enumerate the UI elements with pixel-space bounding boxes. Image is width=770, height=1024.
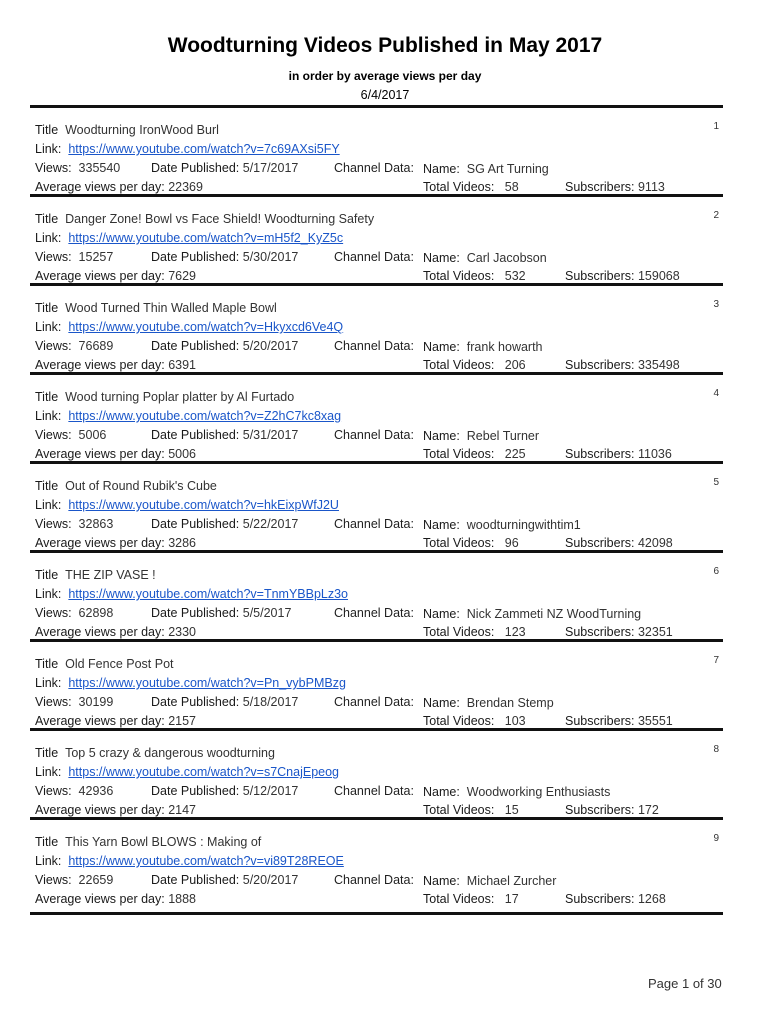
- channel-name-row: [423, 162, 549, 177]
- avg-row: [35, 180, 203, 195]
- subscribers-row: [565, 625, 673, 640]
- views-row: [35, 161, 120, 176]
- subscribers-row: [565, 180, 665, 195]
- subscribers-row: [565, 358, 680, 373]
- channel-data-label: Channel Data:: [334, 250, 414, 264]
- name-label: Name:: [423, 874, 460, 888]
- name-label: Name:: [423, 696, 460, 710]
- video-title: Out of Round Rubik's Cube: [65, 479, 217, 493]
- title-label: Title: [35, 212, 59, 226]
- avg-label: Average views per day:: [35, 803, 165, 817]
- subscribers-label: Subscribers:: [565, 714, 635, 728]
- date-row: [151, 250, 298, 265]
- divider: [30, 550, 723, 553]
- video-title: Old Fence Post Pot: [65, 657, 174, 671]
- total-videos-label: Total Videos:: [423, 180, 495, 194]
- subscribers-value: 11036: [637, 447, 672, 461]
- title-row: [35, 123, 219, 138]
- date-published-label: Date Published:: [151, 695, 240, 709]
- date-published-label: Date Published:: [151, 428, 240, 442]
- video-record: [30, 728, 723, 817]
- title-label: Title: [35, 835, 59, 849]
- video-record: [30, 283, 723, 372]
- link-label: Link:: [35, 498, 62, 512]
- total-videos-label: Total Videos:: [423, 625, 495, 639]
- video-title: Wood Turned Thin Walled Maple Bowl: [65, 301, 277, 315]
- subscribers-row: [565, 447, 672, 462]
- title-label: Title: [35, 479, 59, 493]
- title-label: Title: [35, 301, 59, 315]
- link-label: Link:: [35, 676, 62, 690]
- channel-name-row: [423, 518, 581, 533]
- subscribers-row: [565, 269, 680, 284]
- subscribers-value: 335498: [637, 358, 680, 372]
- link-row: [35, 676, 346, 691]
- views-value: 32863: [78, 517, 114, 531]
- date-published-value: 5/20/2017: [242, 339, 299, 353]
- name-label: Name:: [423, 162, 460, 176]
- total-videos-value: 225: [504, 447, 526, 461]
- total-videos-row: [423, 714, 526, 729]
- date-published-label: Date Published:: [151, 873, 240, 887]
- avg-value: 3286: [168, 536, 196, 550]
- page-subtitle: in order by average views per day: [288, 69, 482, 83]
- video-link[interactable]: https://www.youtube.com/watch?v=Z2hC7kc8xag: [68, 409, 342, 423]
- record-number: 6: [713, 566, 719, 577]
- divider: [30, 912, 723, 915]
- divider: [30, 817, 723, 820]
- total-videos-row: [423, 269, 526, 284]
- date-published-value: 5/20/2017: [242, 873, 299, 887]
- divider: [30, 639, 723, 642]
- avg-value: 7629: [168, 269, 196, 283]
- channel-data-label: Channel Data:: [334, 339, 414, 353]
- name-label: Name:: [423, 518, 460, 532]
- channel-name-row: [423, 696, 554, 711]
- total-videos-label: Total Videos:: [423, 536, 495, 550]
- record-number: 3: [713, 299, 719, 310]
- name-label: Name:: [423, 785, 460, 799]
- title-row: [35, 390, 294, 405]
- date-row: [151, 606, 291, 621]
- subscribers-row: [565, 803, 659, 818]
- subscribers-label: Subscribers:: [565, 180, 635, 194]
- avg-value: 22369: [168, 180, 203, 194]
- link-row: [35, 320, 343, 335]
- avg-label: Average views per day:: [35, 180, 165, 194]
- date-row: [151, 161, 298, 176]
- video-link[interactable]: https://www.youtube.com/watch?v=mH5f2_KyZ5c: [68, 231, 344, 245]
- views-row: [35, 339, 113, 354]
- video-record: [30, 105, 723, 194]
- video-record: [30, 817, 723, 906]
- link-label: Link:: [35, 854, 62, 868]
- subscribers-value: 9113: [637, 180, 665, 194]
- title-label: Title: [35, 746, 59, 760]
- date-published-value: 5/12/2017: [242, 784, 299, 798]
- total-videos-label: Total Videos:: [423, 714, 495, 728]
- link-row: [35, 409, 341, 424]
- video-record: [30, 372, 723, 461]
- title-row: [35, 746, 275, 761]
- video-title: THE ZIP VASE !: [65, 568, 156, 582]
- divider: [30, 105, 723, 108]
- total-videos-row: [423, 358, 526, 373]
- avg-value: 2157: [168, 714, 196, 728]
- views-value: 22659: [78, 873, 114, 887]
- link-label: Link:: [35, 765, 62, 779]
- title-row: [35, 212, 374, 227]
- subscribers-label: Subscribers:: [565, 536, 635, 550]
- total-videos-label: Total Videos:: [423, 269, 495, 283]
- views-label: Views:: [35, 873, 72, 887]
- avg-label: Average views per day:: [35, 447, 165, 461]
- channel-data-label: Channel Data:: [334, 695, 414, 709]
- link-label: Link:: [35, 587, 62, 601]
- record-number: 2: [713, 210, 719, 221]
- avg-value: 5006: [168, 447, 196, 461]
- date-row: [151, 517, 298, 532]
- total-videos-value: 17: [504, 892, 519, 906]
- link-row: [35, 587, 348, 602]
- subscribers-label: Subscribers:: [565, 358, 635, 372]
- date-published-label: Date Published:: [151, 161, 240, 175]
- views-label: Views:: [35, 339, 72, 353]
- avg-label: Average views per day:: [35, 536, 165, 550]
- video-record: [30, 194, 723, 283]
- date-row: [151, 695, 298, 710]
- video-link[interactable]: https://www.youtube.com/watch?v=s7CnajEpeog: [68, 765, 339, 779]
- subscribers-row: [565, 536, 673, 551]
- total-videos-value: 103: [504, 714, 526, 728]
- subscribers-label: Subscribers:: [565, 892, 635, 906]
- channel-data-label: Channel Data:: [334, 606, 414, 620]
- channel-data-label: Channel Data:: [334, 517, 414, 531]
- avg-label: Average views per day:: [35, 625, 165, 639]
- link-label: Link:: [35, 320, 62, 334]
- video-link[interactable]: https://www.youtube.com/watch?v=Pn_vybPMBzg: [68, 676, 346, 690]
- avg-label: Average views per day:: [35, 358, 165, 372]
- total-videos-value: 58: [504, 180, 519, 194]
- name-label: Name:: [423, 251, 460, 265]
- views-value: 15257: [78, 250, 114, 264]
- views-row: [35, 784, 113, 799]
- divider: [30, 461, 723, 464]
- name-label: Name:: [423, 340, 460, 354]
- views-value: 42936: [78, 784, 114, 798]
- views-label: Views:: [35, 606, 72, 620]
- record-number: 7: [713, 655, 719, 666]
- date-published-value: 5/5/2017: [242, 606, 292, 620]
- date-published-label: Date Published:: [151, 517, 240, 531]
- total-videos-row: [423, 447, 526, 462]
- date-published-value: 5/22/2017: [242, 517, 299, 531]
- avg-value: 2147: [168, 803, 196, 817]
- video-title: Wood turning Poplar platter by Al Furtado: [65, 390, 295, 404]
- avg-row: [35, 358, 196, 373]
- views-label: Views:: [35, 695, 72, 709]
- total-videos-label: Total Videos:: [423, 892, 495, 906]
- channel-name: Brendan Stemp: [466, 696, 554, 710]
- channel-name: Michael Zurcher: [466, 874, 557, 888]
- report-date: 6/4/2017: [360, 88, 410, 102]
- views-value: 76689: [78, 339, 114, 353]
- avg-row: [35, 536, 196, 551]
- total-videos-value: 96: [504, 536, 519, 550]
- views-value: 62898: [78, 606, 114, 620]
- views-value: 335540: [78, 161, 121, 175]
- video-title: Woodturning IronWood Burl: [65, 123, 219, 137]
- channel-data-label: Channel Data:: [334, 161, 414, 175]
- title-label: Title: [35, 568, 59, 582]
- video-title: This Yarn Bowl BLOWS : Making of: [65, 835, 262, 849]
- subscribers-row: [565, 892, 666, 907]
- subscribers-value: 1268: [637, 892, 666, 906]
- total-videos-row: [423, 625, 526, 640]
- total-videos-value: 532: [504, 269, 526, 283]
- subscribers-value: 42098: [637, 536, 673, 550]
- page-number: Page 1 of 30: [648, 976, 722, 991]
- date-row: [151, 339, 298, 354]
- link-row: [35, 498, 339, 513]
- avg-label: Average views per day:: [35, 269, 165, 283]
- avg-label: Average views per day:: [35, 714, 165, 728]
- date-published-label: Date Published:: [151, 606, 240, 620]
- title-row: [35, 568, 156, 583]
- views-row: [35, 250, 113, 265]
- link-label: Link:: [35, 231, 62, 245]
- date-published-label: Date Published:: [151, 339, 240, 353]
- channel-name: SG Art Turning: [466, 162, 549, 176]
- avg-value: 2330: [168, 625, 196, 639]
- views-row: [35, 606, 113, 621]
- channel-name: Woodworking Enthusiasts: [466, 785, 611, 799]
- title-row: [35, 301, 277, 316]
- title-row: [35, 657, 174, 672]
- divider: [30, 283, 723, 286]
- record-number: 8: [713, 744, 719, 755]
- total-videos-label: Total Videos:: [423, 803, 495, 817]
- subscribers-label: Subscribers:: [565, 625, 635, 639]
- date-published-label: Date Published:: [151, 784, 240, 798]
- video-link[interactable]: https://www.youtube.com/watch?v=Hkyxcd6Ve4Q: [68, 320, 344, 334]
- channel-name-row: [423, 785, 610, 800]
- video-link[interactable]: https://www.youtube.com/watch?v=7c69AXsi5FY: [68, 142, 340, 156]
- channel-name: Rebel Turner: [466, 429, 540, 443]
- avg-row: [35, 892, 196, 907]
- divider: [30, 728, 723, 731]
- video-title: Danger Zone! Bowl vs Face Shield! Woodturning Safety: [65, 212, 375, 226]
- record-number: 1: [713, 121, 719, 132]
- channel-name-row: [423, 607, 641, 622]
- avg-value: 1888: [168, 892, 196, 906]
- views-label: Views:: [35, 250, 72, 264]
- divider: [30, 194, 723, 197]
- link-row: [35, 854, 344, 869]
- views-row: [35, 873, 113, 888]
- video-title: Top 5 crazy & dangerous woodturning: [65, 746, 275, 760]
- link-row: [35, 142, 340, 157]
- channel-name: frank howarth: [466, 340, 543, 354]
- title-label: Title: [35, 390, 59, 404]
- channel-name-row: [423, 251, 547, 266]
- video-link[interactable]: https://www.youtube.com/watch?v=TnmYBBpLz3o: [68, 587, 349, 601]
- date-published-label: Date Published:: [151, 250, 240, 264]
- channel-name: Carl Jacobson: [466, 251, 547, 265]
- name-label: Name:: [423, 429, 460, 443]
- subscribers-label: Subscribers:: [565, 447, 635, 461]
- link-label: Link:: [35, 409, 62, 423]
- date-published-value: 5/31/2017: [242, 428, 299, 442]
- avg-row: [35, 447, 196, 462]
- video-link[interactable]: https://www.youtube.com/watch?v=hkEixpWfJ2U: [68, 498, 339, 512]
- page-title: Woodturning Videos Published in May 2017: [167, 34, 603, 57]
- subscribers-value: 172: [637, 803, 659, 817]
- total-videos-label: Total Videos:: [423, 447, 495, 461]
- subscribers-value: 32351: [637, 625, 673, 639]
- views-value: 30199: [78, 695, 114, 709]
- title-row: [35, 479, 217, 494]
- video-link[interactable]: https://www.youtube.com/watch?v=vi89T28REOE: [68, 854, 344, 868]
- total-videos-value: 15: [504, 803, 519, 817]
- total-videos-row: [423, 892, 519, 907]
- views-label: Views:: [35, 161, 72, 175]
- subscribers-value: 35551: [637, 714, 673, 728]
- channel-name: woodturningwithtim1: [466, 518, 581, 532]
- avg-row: [35, 714, 196, 729]
- views-row: [35, 695, 113, 710]
- date-row: [151, 428, 298, 443]
- channel-data-label: Channel Data:: [334, 873, 414, 887]
- total-videos-value: 206: [504, 358, 526, 372]
- date-published-value: 5/30/2017: [242, 250, 299, 264]
- records-list: [30, 105, 723, 906]
- avg-label: Average views per day:: [35, 892, 165, 906]
- date-row: [151, 784, 298, 799]
- title-row: [35, 835, 261, 850]
- views-label: Views:: [35, 784, 72, 798]
- avg-row: [35, 269, 196, 284]
- title-label: Title: [35, 657, 59, 671]
- views-row: [35, 517, 113, 532]
- video-record: [30, 550, 723, 639]
- views-label: Views:: [35, 428, 72, 442]
- subscribers-value: 159068: [637, 269, 680, 283]
- date-published-value: 5/17/2017: [242, 161, 299, 175]
- subscribers-row: [565, 714, 673, 729]
- channel-data-label: Channel Data:: [334, 784, 414, 798]
- link-row: [35, 231, 343, 246]
- link-row: [35, 765, 339, 780]
- date-row: [151, 873, 298, 888]
- record-number: 5: [713, 477, 719, 488]
- channel-name-row: [423, 874, 556, 889]
- link-label: Link:: [35, 142, 62, 156]
- views-label: Views:: [35, 517, 72, 531]
- subscribers-label: Subscribers:: [565, 269, 635, 283]
- channel-data-label: Channel Data:: [334, 428, 414, 442]
- total-videos-row: [423, 180, 519, 195]
- record-number: 4: [713, 388, 719, 399]
- channel-name: Nick Zammeti NZ WoodTurning: [466, 607, 642, 621]
- total-videos-value: 123: [504, 625, 526, 639]
- channel-name-row: [423, 340, 543, 355]
- channel-name-row: [423, 429, 539, 444]
- date-published-value: 5/18/2017: [242, 695, 299, 709]
- title-label: Title: [35, 123, 59, 137]
- record-number: 9: [713, 833, 719, 844]
- total-videos-label: Total Videos:: [423, 358, 495, 372]
- avg-value: 6391: [168, 358, 196, 372]
- total-videos-row: [423, 803, 519, 818]
- total-videos-row: [423, 536, 519, 551]
- video-record: [30, 639, 723, 728]
- divider: [30, 372, 723, 375]
- avg-row: [35, 803, 196, 818]
- avg-row: [35, 625, 196, 640]
- video-record: [30, 461, 723, 550]
- name-label: Name:: [423, 607, 460, 621]
- views-row: [35, 428, 106, 443]
- views-value: 5006: [78, 428, 107, 442]
- subscribers-label: Subscribers:: [565, 803, 635, 817]
